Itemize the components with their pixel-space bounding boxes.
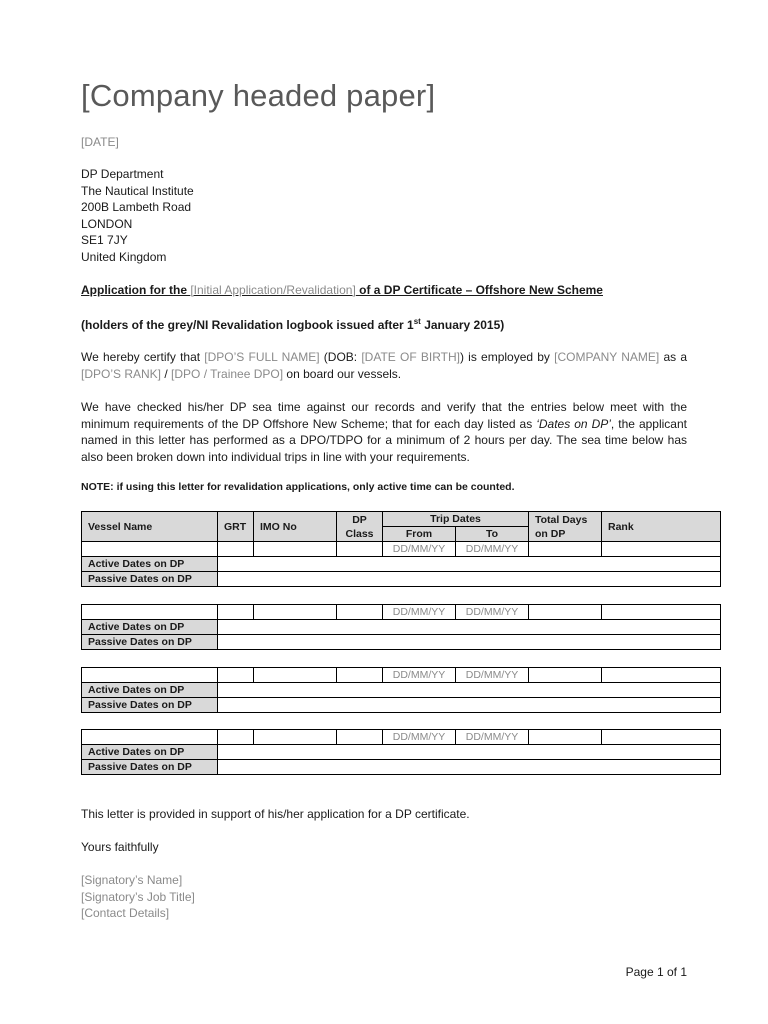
page-number: Page 1 of 1 — [625, 965, 687, 979]
rank-cell[interactable] — [602, 730, 721, 745]
header-dp-class — [337, 512, 383, 542]
to-date-cell[interactable]: DD/MM/YY — [456, 542, 529, 557]
vessel-cell[interactable] — [82, 542, 218, 557]
total-days-cell[interactable] — [529, 668, 602, 683]
header-total-days — [529, 512, 602, 542]
signatory-block — [81, 872, 195, 922]
passive-dates-label: Passive Dates on DP — [82, 760, 218, 775]
text: ) is employed by — [459, 350, 555, 364]
dob-placeholder: [DATE OF BIRTH] — [361, 350, 460, 364]
subject-suffix: of a DP Certificate – Offshore New Scheme — [355, 283, 603, 297]
address-line: 200B Lambeth Road — [81, 200, 192, 214]
company-heading: [Company headed paper] — [81, 78, 436, 113]
subline-prefix: (holders of the grey/NI Revalidation logbook issued after 1 — [81, 318, 414, 332]
signatory-title: [Signatory’s Job Title] — [81, 889, 195, 904]
active-dates-label: Active Dates on DP — [82, 745, 218, 760]
table-row — [82, 572, 721, 587]
verification-paragraph — [81, 399, 687, 465]
subline-sup: st — [413, 317, 421, 326]
sea-time-table — [81, 511, 721, 587]
table-row — [82, 745, 721, 760]
table-row — [82, 698, 721, 713]
sea-time-table — [81, 729, 721, 775]
passive-dates-cell[interactable] — [218, 760, 721, 775]
dpo-type-placeholder: [DPO / Trainee DPO] — [171, 366, 284, 381]
header-from: From — [383, 527, 456, 542]
header-total-line2: on DP — [535, 527, 566, 540]
date-placeholder: [DATE] — [81, 135, 119, 149]
table-row — [82, 730, 721, 745]
text: We have checked his/her DP sea time against our records and verify that the entries below meet with the minimum requirements of the DP Offshore New Scheme; that for each day listed as — [81, 400, 687, 431]
vessel-cell[interactable] — [82, 668, 218, 683]
header-dp-class-line2: Class — [345, 527, 374, 540]
signatory-contact: [Contact Details] — [81, 906, 170, 920]
to-date-cell[interactable]: DD/MM/YY — [456, 605, 529, 620]
to-date-cell[interactable]: DD/MM/YY — [456, 668, 529, 683]
from-date-cell[interactable]: DD/MM/YY — [383, 542, 456, 557]
emphasis: ‘Dates on DP’ — [536, 416, 611, 431]
header-vessel-name: Vessel Name — [82, 512, 218, 542]
closing: Yours faithfully — [81, 840, 159, 854]
grt-cell[interactable] — [218, 730, 254, 745]
active-dates-cell[interactable] — [218, 620, 721, 635]
header-grt: GRT — [218, 512, 254, 542]
support-statement: This letter is provided in support of his/her application for a DP certificate. — [81, 807, 470, 821]
signatory-name: [Signatory’s Name] — [81, 873, 183, 887]
revalidation-note: NOTE: if using this letter for revalidation applications, only active time can be counted. — [81, 481, 515, 493]
table-row — [82, 542, 721, 557]
passive-dates-label: Passive Dates on DP — [82, 698, 218, 713]
company-placeholder: [COMPANY NAME] — [554, 350, 660, 364]
address-line: United Kingdom — [81, 249, 167, 264]
text: We hereby certify that — [81, 350, 205, 364]
passive-dates-label: Passive Dates on DP — [82, 572, 218, 587]
dp-class-cell[interactable] — [337, 668, 383, 683]
text: (DOB: — [319, 350, 362, 364]
header-trip-dates: Trip Dates — [383, 512, 529, 527]
total-days-cell[interactable] — [529, 730, 602, 745]
dpo-name-placeholder: [DPO’S FULL NAME] — [204, 350, 320, 364]
passive-dates-cell[interactable] — [218, 572, 721, 587]
subject-placeholder: [Initial Application/Revalidation] — [190, 283, 356, 297]
subject-prefix: Application for the — [81, 283, 191, 297]
passive-dates-label: Passive Dates on DP — [82, 635, 218, 650]
table-row — [82, 760, 721, 775]
rank-cell[interactable] — [602, 605, 721, 620]
sea-time-table — [81, 604, 721, 650]
table-row — [82, 605, 721, 620]
text: / — [161, 366, 172, 381]
address-line: The Nautical Institute — [81, 183, 194, 198]
sea-time-table — [81, 667, 721, 713]
address-line: SE1 7JY — [81, 233, 128, 247]
text: as a — [659, 350, 687, 364]
passive-dates-cell[interactable] — [218, 635, 721, 650]
from-date-cell[interactable]: DD/MM/YY — [383, 668, 456, 683]
active-dates-cell[interactable] — [218, 557, 721, 572]
dp-class-cell[interactable] — [337, 605, 383, 620]
table-row — [82, 557, 721, 572]
passive-dates-cell[interactable] — [218, 698, 721, 713]
table-row — [82, 620, 721, 635]
table-row — [82, 683, 721, 698]
active-dates-label: Active Dates on DP — [82, 683, 218, 698]
imo-cell[interactable] — [254, 605, 337, 620]
subject-subline — [81, 318, 504, 332]
to-date-cell[interactable]: DD/MM/YY — [456, 730, 529, 745]
address-line: LONDON — [81, 216, 133, 231]
dp-class-cell[interactable] — [337, 730, 383, 745]
header-dp-class-line1: DP — [352, 513, 367, 526]
active-dates-label: Active Dates on DP — [82, 620, 218, 635]
address-line: DP Department — [81, 167, 164, 181]
subline-suffix: January 2015) — [420, 318, 505, 332]
grt-cell[interactable] — [218, 542, 254, 557]
imo-cell[interactable] — [254, 668, 337, 683]
imo-cell[interactable] — [254, 542, 337, 557]
rank-placeholder: [DPO’S RANK] — [81, 366, 162, 381]
text: , the applicant named in this letter has performed as a DPO/TDPO for a minimum of 2 hours per day. The sea time below has also been broken down into individual trips in line with your requirements. — [81, 416, 687, 464]
from-date-cell[interactable]: DD/MM/YY — [383, 730, 456, 745]
certify-paragraph — [81, 349, 687, 382]
from-date-cell[interactable]: DD/MM/YY — [383, 605, 456, 620]
total-days-cell[interactable] — [529, 542, 602, 557]
text: on board our vessels. — [283, 366, 402, 381]
vessel-cell[interactable] — [82, 730, 218, 745]
recipient-address — [81, 166, 194, 265]
header-total-line1: Total Days — [535, 513, 588, 526]
imo-cell[interactable] — [254, 730, 337, 745]
table-row — [82, 635, 721, 650]
rank-cell[interactable] — [602, 668, 721, 683]
grt-cell[interactable] — [218, 605, 254, 620]
grt-cell[interactable] — [218, 668, 254, 683]
active-dates-label: Active Dates on DP — [82, 557, 218, 572]
table-row — [82, 668, 721, 683]
header-imo: IMO No — [254, 512, 337, 542]
total-days-cell[interactable] — [529, 605, 602, 620]
header-to: To — [456, 527, 529, 542]
active-dates-cell[interactable] — [218, 683, 721, 698]
rank-cell[interactable] — [602, 542, 721, 557]
dp-class-cell[interactable] — [337, 542, 383, 557]
header-rank: Rank — [602, 512, 721, 542]
vessel-cell[interactable] — [82, 605, 218, 620]
active-dates-cell[interactable] — [218, 745, 721, 760]
subject-line — [81, 282, 687, 299]
